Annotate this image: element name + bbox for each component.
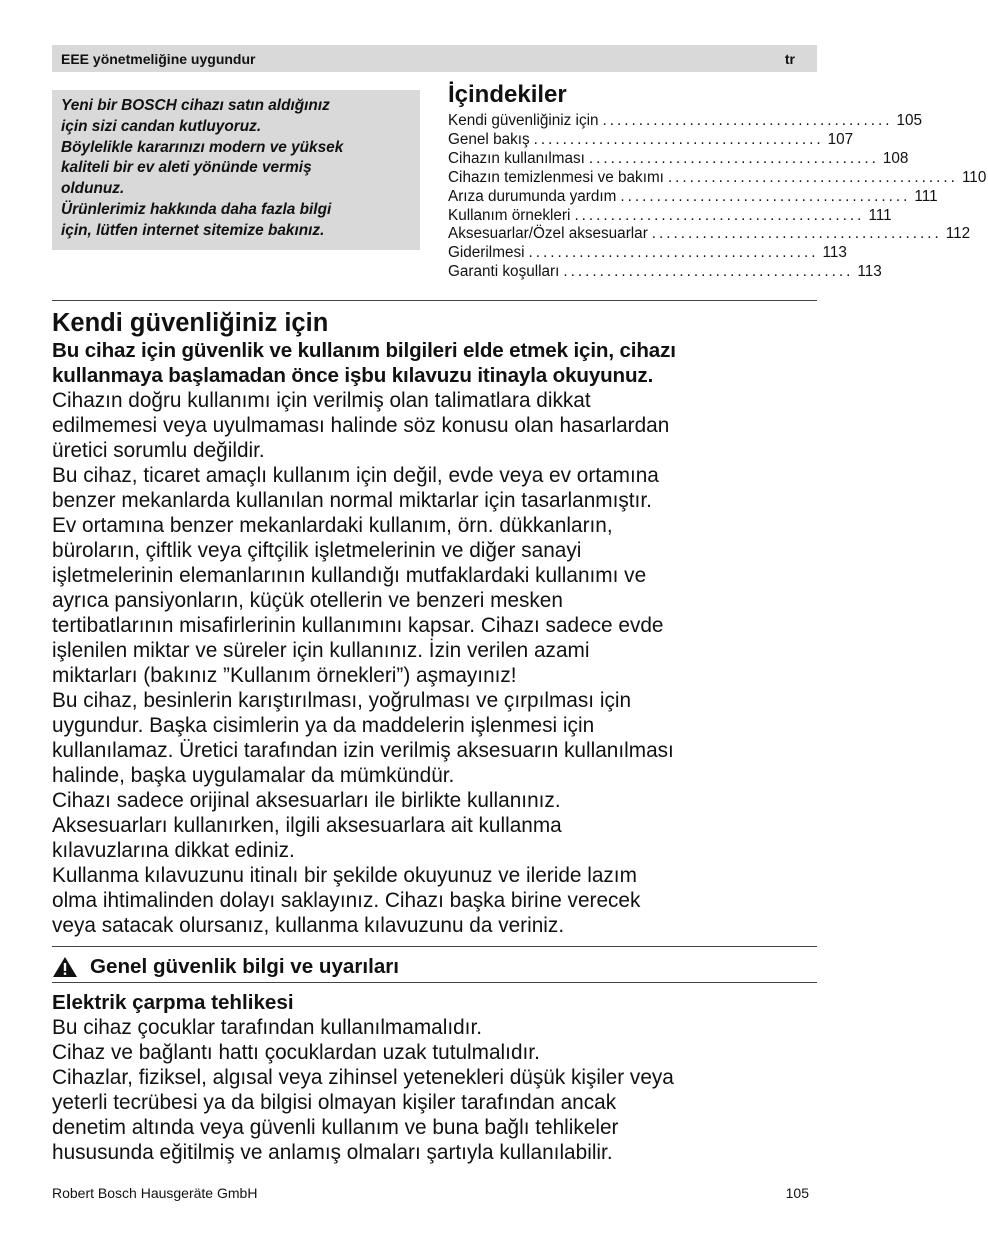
toc-leader-dots: ........................................ (602, 112, 893, 129)
toc-item[interactable] (448, 168, 987, 188)
toc-leader-dots: ........................................ (588, 149, 879, 167)
welcome-line: oldunuz. (61, 180, 125, 198)
body-line: Cihazın doğru kullanımı için verilmiş olan talimatlara dikkat (52, 389, 591, 412)
toc-item-label: Genel bakış (448, 130, 530, 148)
section-header-bar (52, 45, 817, 72)
body-line: edilmemesi veya uyulmaması halinde söz konusu olan hasarlardan (52, 414, 670, 437)
body-line: benzer mekanlarda kullanılan normal miktarlar için tasarlanmıştır. (52, 489, 652, 512)
toc-item-page: 112 (945, 225, 971, 243)
body-line: ayrıca pansiyonların, küçük otellerin ve benzeri mesken (52, 589, 563, 612)
body-line: işlenilen miktar ve süreler için kullanınız. İzin verilen azami (52, 639, 590, 662)
header-title: EEE yönetmeliğine uygundur (61, 50, 256, 67)
safety-section (52, 308, 822, 938)
toc-item-label: Kullanım örnekleri (448, 206, 571, 224)
toc-leader-dots: ........................................ (528, 244, 819, 262)
toc-item-label: Cihazın kullanılması (448, 149, 585, 167)
toc-item-page: 108 (882, 149, 909, 167)
body-line: Bu cihaz, besinlerin karıştırılması, yoğrulması ve çırpılması için (52, 689, 632, 712)
toc-leader-dots: ........................................ (651, 225, 942, 243)
toc-item[interactable] (448, 263, 882, 282)
body-line: kullanılamaz. Üretici tarafından izin verilmiş aksesuarın kullanılması (52, 739, 674, 762)
body-line: Cihaz ve bağlantı hattı çocuklardan uzak tutulmalıdır. (52, 1041, 540, 1064)
electric-heading: Elektrik çarpma tehlikesi (52, 991, 294, 1014)
footer-company: Robert Bosch Hausgeräte GmbH (52, 1185, 258, 1201)
welcome-line: için, lütfen internet sitemize bakınız. (61, 221, 325, 239)
body-line: Cihazlar, fiziksel, algısal veya zihinsel yetenekleri düşük kişiler veya (52, 1066, 674, 1089)
toc-item[interactable] (448, 225, 971, 244)
body-line: Cihazı sadece orijinal aksesuarları ile birlikte kullanınız. (52, 789, 561, 812)
toc-leader-dots: ........................................ (533, 130, 824, 148)
toc-item-label: Kendi güvenliğiniz için (448, 112, 599, 129)
toc-item-page: 105 (896, 112, 923, 129)
welcome-line: için sizi candan kutluyoruz. (61, 117, 262, 135)
divider (52, 946, 817, 947)
toc-item[interactable] (448, 130, 854, 150)
welcome-line: kaliteli bir ev aleti yönünde vermiş (61, 159, 312, 177)
toc-item-page: 110 (961, 168, 987, 186)
body-line: tertibatlarının misafirlerinin kullanımını kapsar. Cihazı sadece evde (52, 614, 664, 637)
toc-item-label: Arıza durumunda yardım (448, 187, 617, 205)
toc-item-page: 107 (827, 130, 854, 148)
body-line: uygundur. Başka cisimlerin ya da maddelerin işlenmesi için (52, 714, 595, 737)
general-warnings-title: Genel güvenlik bilgi ve uyarıları (90, 955, 400, 978)
divider (52, 300, 817, 301)
body-line: üretici sorumlu değildir. (52, 439, 265, 462)
body-line: hususunda eğitilmiş ve anlamış olmaları şartıyla kullanılabilir. (52, 1141, 613, 1164)
body-line: denetim altında veya güvenli kullanım ve buna bağlı tehlikeler (52, 1116, 619, 1139)
toc-item-page: 113 (822, 244, 847, 262)
toc-item-label: Aksesuarlar/Özel aksesuarlar (448, 225, 648, 243)
toc-leader-dots: ........................................ (667, 168, 958, 186)
welcome-line: Böylelikle kararınızı modern ve yüksek (61, 138, 344, 156)
toc-leader-dots: ........................................ (563, 263, 854, 281)
safety-lead-line: kullanmaya başlamadan önce işbu kılavuzu itinayla okuyunuz. (52, 364, 654, 387)
toc-item-page: 113 (857, 263, 882, 281)
divider (52, 982, 817, 983)
toc-item[interactable] (448, 112, 923, 131)
body-line: halinde, başka uygulamalar da mümkündür. (52, 764, 455, 787)
welcome-line: Ürünlerimiz hakkında daha fazla bilgi (61, 200, 332, 218)
toc-item-label: Giderilmesi (448, 244, 525, 262)
body-line: Kullanma kılavuzunu itinalı bir şekilde okuyunuz ve ileride lazım (52, 864, 637, 887)
toc-title: İçindekiler (448, 81, 567, 108)
general-warnings-heading (52, 955, 817, 979)
toc-item-label: Garanti koşulları (448, 263, 560, 281)
body-line: yeterli tecrübesi ya da bilgisi olmayan kişiler tarafından ancak (52, 1091, 617, 1114)
body-line: Aksesuarları kullanırken, ilgili aksesuarlara ait kullanma (52, 814, 562, 837)
safety-lead-line: Bu cihaz için güvenlik ve kullanım bilgileri elde etmek için, cihazı (52, 339, 676, 362)
body-line: olma ihtimalinden dolayı saklayınız. Cihazı başka birine verecek (52, 889, 641, 912)
body-line: Ev ortamına benzer mekanlardaki kullanım, örn. dükkanların, (52, 514, 613, 537)
electric-shock-section (52, 990, 822, 1165)
toc-item[interactable] (448, 206, 892, 226)
table-of-contents (448, 80, 987, 282)
toc-item[interactable] (448, 149, 909, 169)
safety-heading: Kendi güvenliğiniz için (52, 309, 329, 337)
page-footer (52, 1185, 809, 1201)
welcome-line: Yeni bir BOSCH cihazı satın aldığınız (61, 97, 330, 114)
toc-item-page: 111 (868, 206, 892, 224)
body-line: Bu cihaz çocuklar tarafından kullanılmamalıdır. (52, 1016, 483, 1039)
body-line: işletmelerinin elemanlarının kullandığı mutfaklardaki kullanımı ve (52, 564, 647, 587)
warning-triangle-icon (52, 956, 78, 978)
body-line: Bu cihaz, ticaret amaçlı kullanım için değil, evde veya ev ortamına (52, 464, 659, 487)
body-line: miktarları (bakınız ”Kullanım örnekleri”) aşmayınız! (52, 664, 517, 687)
toc-item[interactable] (448, 244, 847, 263)
body-line: veya satacak olursanız, kullanma kılavuzunu da veriniz. (52, 914, 565, 937)
toc-leader-dots: ........................................ (620, 187, 911, 205)
body-line: kılavuzlarına dikkat ediniz. (52, 839, 295, 862)
page-number: 105 (785, 1185, 809, 1201)
toc-item-label: Cihazın temizlenmesi ve bakımı (448, 168, 664, 186)
toc-item[interactable] (448, 187, 938, 207)
language-code: tr (784, 50, 795, 67)
body-line: büroların, çiftlik veya çiftçilik işletmelerinin ve diğer sanayi (52, 539, 582, 562)
welcome-box (52, 90, 420, 250)
toc-leader-dots: ........................................ (574, 206, 865, 224)
toc-item-page: 111 (914, 187, 938, 205)
